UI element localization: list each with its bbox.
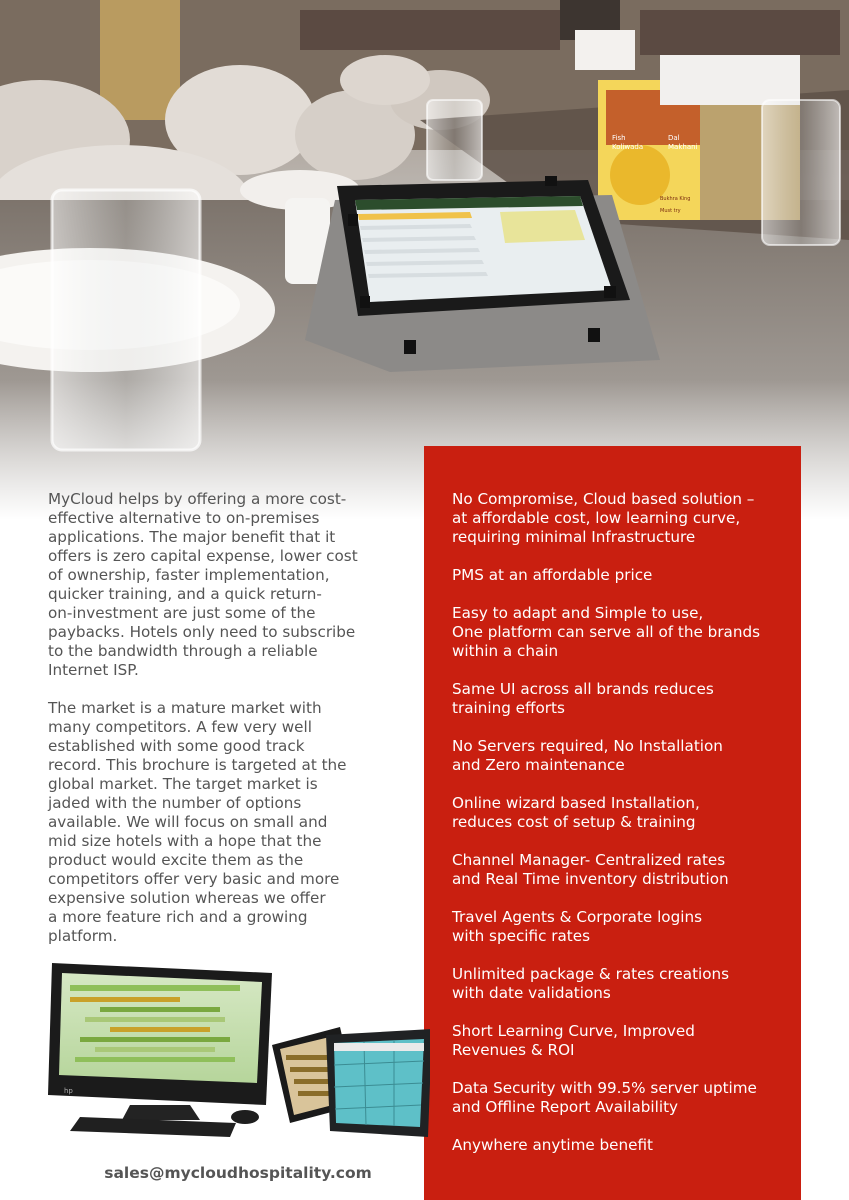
menu-item-2: Dal [668, 134, 680, 142]
monitor-brand: hp [64, 1087, 73, 1095]
intro-text [48, 490, 378, 965]
menu-item-2b: Makhani [668, 143, 698, 151]
restaurant-scene [0, 0, 849, 520]
intro-paragraph-1: MyCloud helps by offering a more cost- effective alternative to on-premises applications. The major benefit that it offers is zero capital expense, lower cost of ownership, faster implementation, quicker training, and a quick return- on-investment are just some of the paybacks. Hotels only need to subscribe to the bandwidth through a reliable Internet ISP. [48, 490, 358, 679]
hero-photo [0, 0, 849, 520]
feature-item: Anywhere anytime benefit [452, 1136, 654, 1154]
feature-item: Short Learning Curve, Improved Revenues & ROI [452, 1022, 695, 1059]
devices-art [40, 955, 430, 1155]
feature-item: No Compromise, Cloud based solution – at affordable cost, low learning curve, requiring minimal Infrastructure [452, 490, 755, 546]
features-list [452, 490, 792, 1174]
feature-item: Online wizard based Installation, reduces cost of setup & training [452, 794, 700, 831]
menu-item-1: Fish [612, 134, 626, 142]
menu-footer: Must try [660, 208, 681, 214]
feature-item: Easy to adapt and Simple to use, One platform can serve all of the brands within a chain [452, 604, 761, 660]
contact-email[interactable]: sales@mycloudhospitality.com [104, 1164, 372, 1182]
feature-item: Travel Agents & Corporate logins with specific rates [452, 908, 702, 945]
menu-item-1b: Koliwada [612, 143, 644, 151]
mouse-icon [231, 1110, 259, 1124]
feature-item: No Servers required, No Installation and Zero maintenance [452, 737, 723, 774]
feature-item: Same UI across all brands reduces training efforts [452, 680, 714, 717]
keyboard-icon [70, 1117, 236, 1137]
feature-item: Data Security with 99.5% server uptime and Offline Report Availability [452, 1079, 757, 1116]
menu-brand: Bukhra King [660, 196, 691, 202]
devices-illustration [40, 955, 430, 1155]
intro-paragraph-2: The market is a mature market with many competitors. A few very well established with some good track record. This brochure is targeted at the global market. The target market is jaded with the number of options available. We will focus on small and mid size hotels with a hope that the product would excite them as the competitors offer very basic and more expensive solution whereas we offer a more feature rich and a growing platform. [48, 699, 347, 945]
feature-item: Channel Manager- Centralized rates and Real Time inventory distribution [452, 851, 729, 888]
feature-item: PMS at an affordable price [452, 566, 653, 584]
feature-item: Unlimited package & rates creations with date validations [452, 965, 730, 1002]
